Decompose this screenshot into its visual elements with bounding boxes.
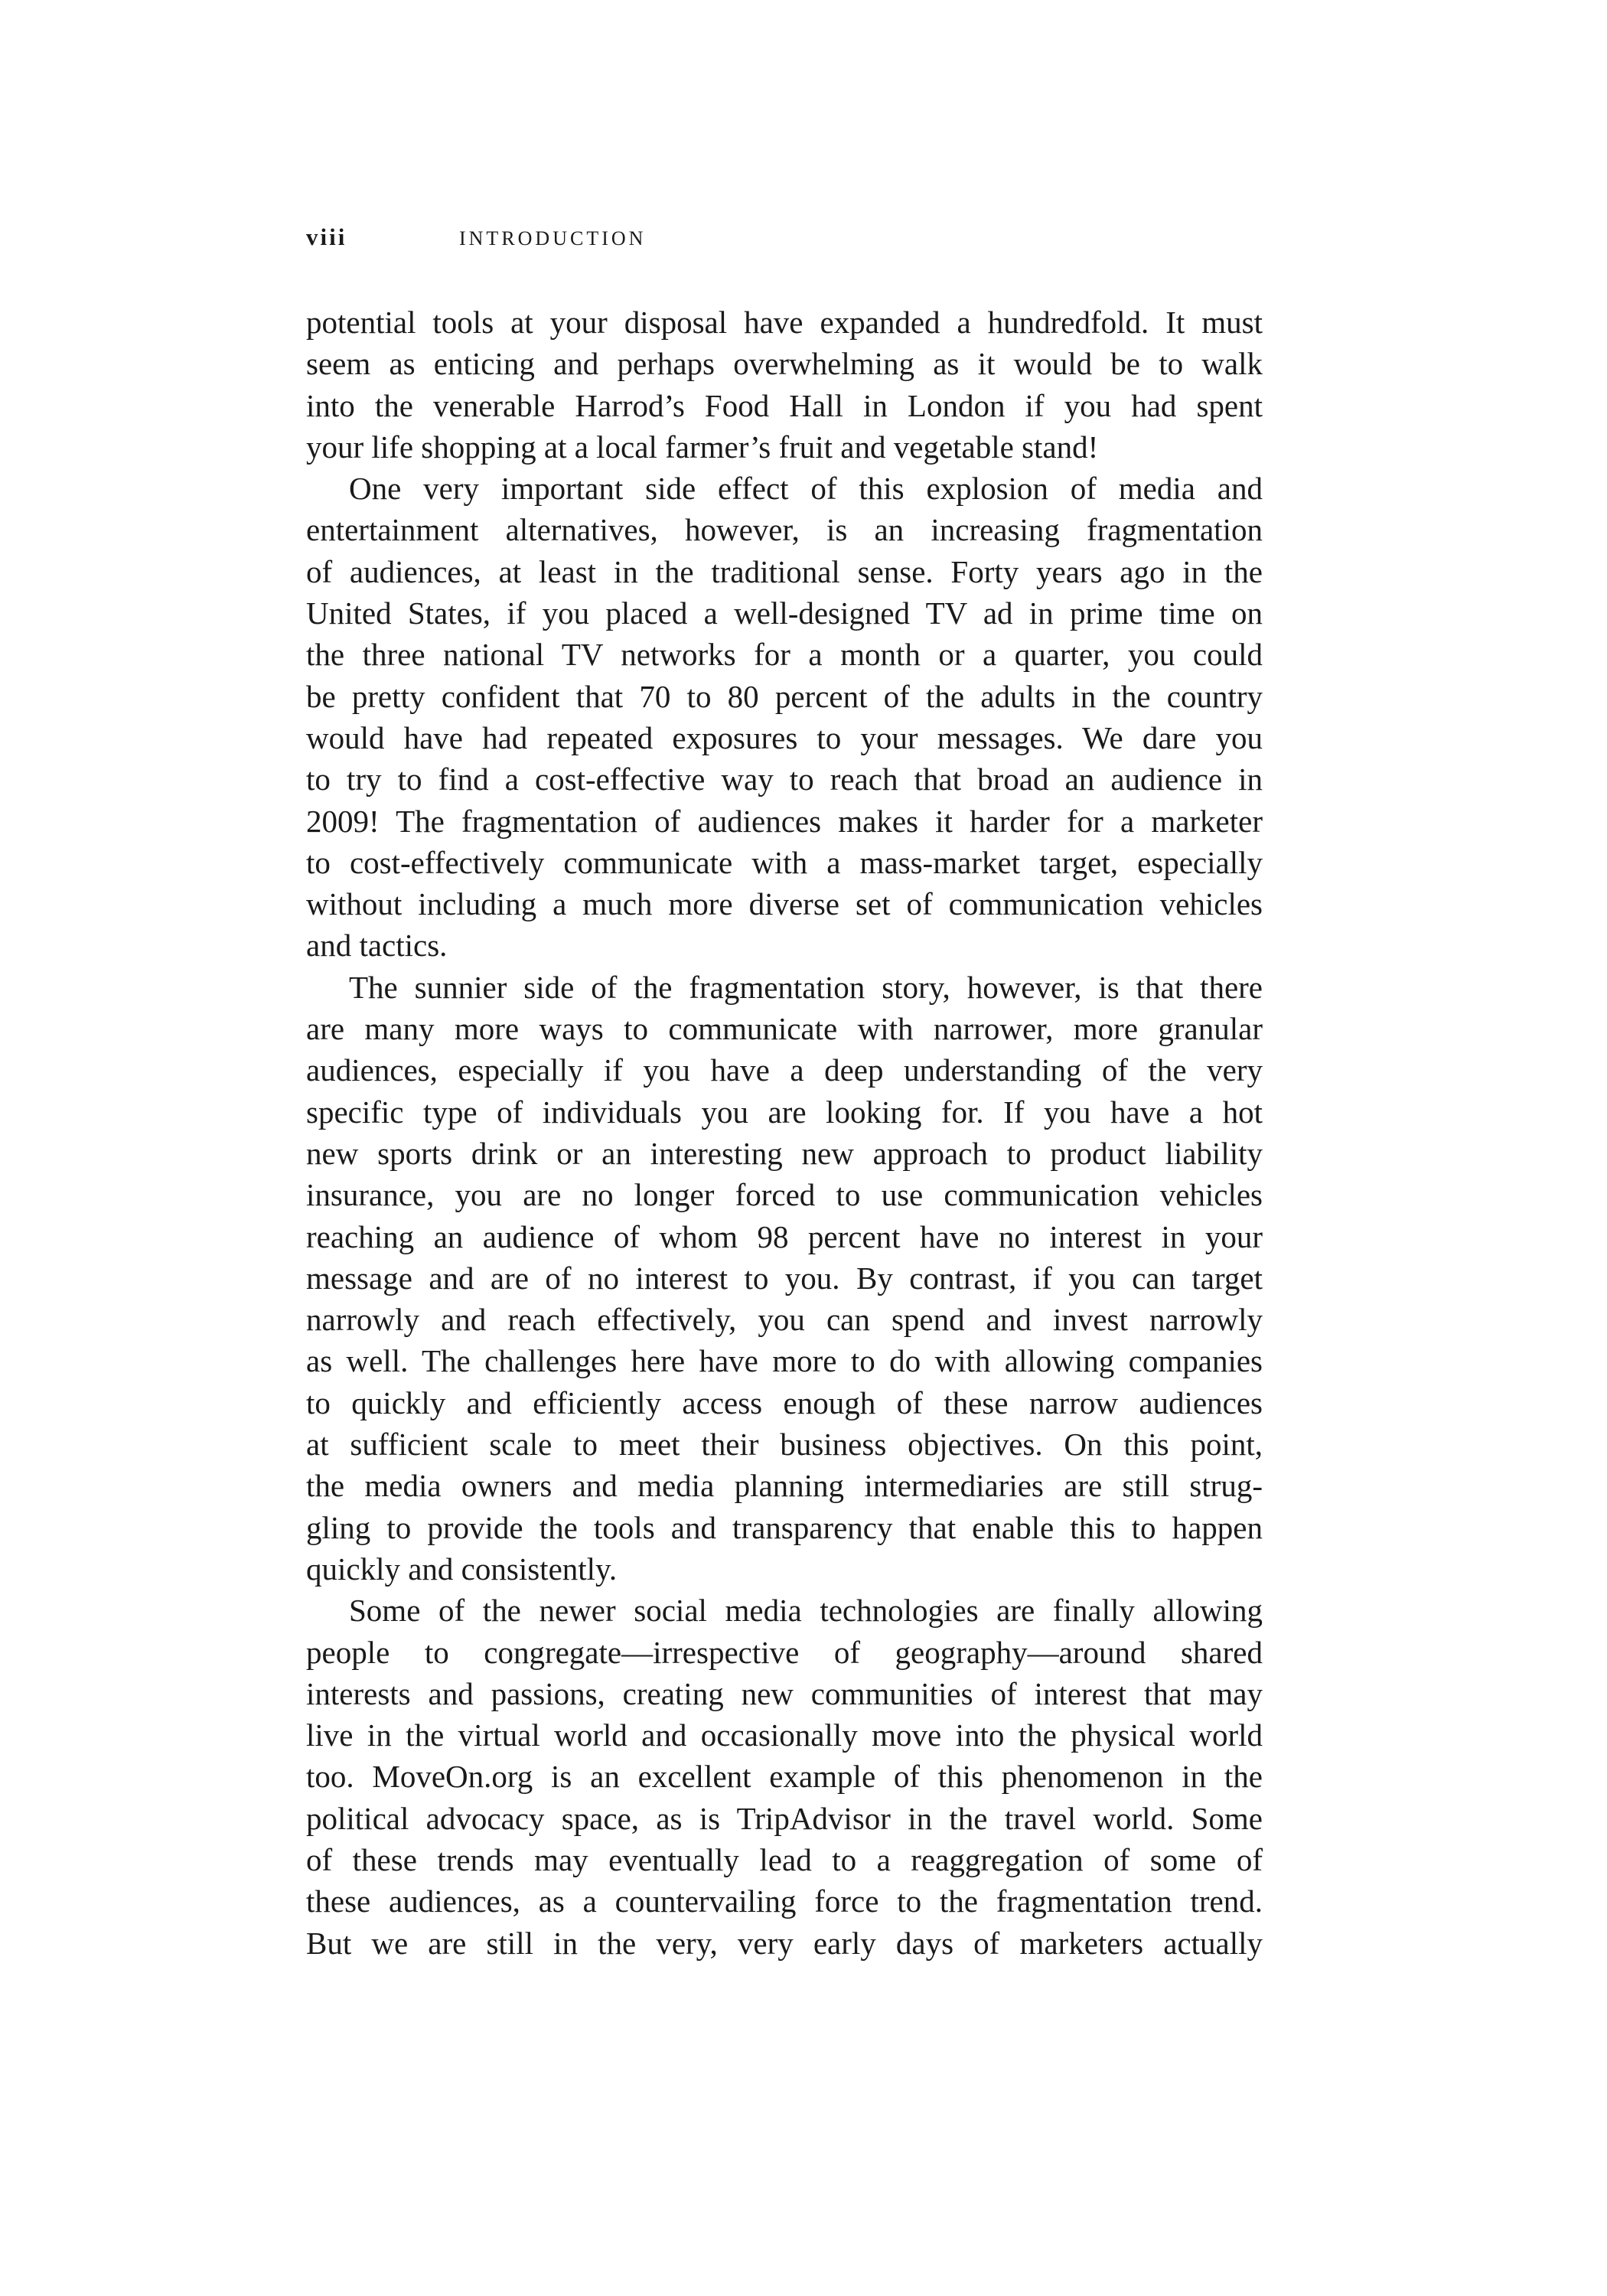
text-line: message and are of no interest to you. By contrast, if you can target	[306, 1260, 1263, 1296]
running-head	[306, 223, 1263, 254]
page-number: viii	[306, 223, 347, 250]
text-line: of these trends may eventually lead to a reaggregation of some of	[306, 1841, 1263, 1877]
text-line: insurance, you are no longer forced to use communication vehicles	[306, 1177, 1263, 1213]
paragraph-first-line: The sunnier side of the fragmentation story, however, is that there	[349, 969, 1263, 1005]
text-line: your life shopping at a local farmer’s fruit and vegetable stand!	[306, 429, 1099, 465]
text-line: quickly and consistently.	[306, 1551, 618, 1587]
text-line: too. MoveOn.org is an excellent example of this phenomenon in the	[306, 1759, 1263, 1795]
text-line: people to congregate—irrespective of geography—around shared	[306, 1634, 1263, 1670]
text-line: of audiences, at least in the traditional sense. Forty years ago in the	[306, 553, 1263, 589]
text-line: seem as enticing and perhaps overwhelming as it would be to walk	[306, 346, 1263, 382]
text-line: into the venerable Harrod’s Food Hall in London if you had spent	[306, 387, 1263, 423]
text-line: and tactics.	[306, 928, 448, 964]
text-line: specific type of individuals you are looking for. If you have a hot	[306, 1094, 1263, 1130]
text-line: political advocacy space, as is TripAdvisor in the travel world. Some	[306, 1800, 1263, 1836]
body-text	[306, 302, 1263, 1964]
text-line: the media owners and media planning intermediaries are still strug-	[306, 1468, 1263, 1504]
text-line: live in the virtual world and occasionally move into the physical world	[306, 1717, 1263, 1753]
text-line: to try to find a cost-effective way to reach that broad an audience in	[306, 762, 1263, 797]
text-line: interests and passions, creating new communities of interest that may	[306, 1675, 1263, 1711]
text-line: to cost-effectively communicate with a mass-market target, especially	[306, 844, 1263, 880]
text-line: to quickly and efficiently access enough of these narrow audiences	[306, 1384, 1263, 1420]
text-line: new sports drink or an interesting new approach to product liability	[306, 1135, 1263, 1171]
text-line: these audiences, as a countervailing force to the fragmentation trend.	[306, 1883, 1263, 1919]
text-line: United States, if you placed a well-designed TV ad in prime time on	[306, 595, 1263, 631]
text-line: would have had repeated exposures to your messages. We dare you	[306, 719, 1263, 755]
paragraph-first-line: Some of the newer social media technologies are finally allowing	[349, 1593, 1263, 1629]
text-line: reaching an audience of whom 98 percent have no interest in your	[306, 1218, 1263, 1254]
section-title: INTRODUCTION	[459, 227, 647, 249]
text-line: be pretty confident that 70 to 80 percent of the adults in the country	[306, 678, 1263, 714]
text-line: at sufficient scale to meet their business objectives. On this point,	[306, 1427, 1263, 1463]
text-line: as well. The challenges here have more to do with allowing companies	[306, 1343, 1263, 1379]
text-line: But we are still in the very, very early days of marketers actually	[306, 1925, 1263, 1961]
text-line: are many more ways to communicate with narrower, more granular	[306, 1011, 1263, 1047]
text-line: entertainment alternatives, however, is an increasing fragmentation	[306, 512, 1263, 548]
text-line: 2009! The fragmentation of audiences makes it harder for a marketer	[306, 803, 1263, 839]
text-line: audiences, especially if you have a deep understanding of the very	[306, 1052, 1263, 1088]
paragraph-first-line: One very important side effect of this explosion of media and	[349, 471, 1263, 507]
text-line: without including a much more diverse set of communication vehicles	[306, 886, 1263, 922]
text-line: gling to provide the tools and transparency that enable this to happen	[306, 1509, 1263, 1545]
text-line: narrowly and reach effectively, you can spend and invest narrowly	[306, 1302, 1263, 1338]
text-line: potential tools at your disposal have expanded a hundredfold. It must	[306, 305, 1263, 340]
text-line: the three national TV networks for a month or a quarter, you could	[306, 637, 1263, 673]
